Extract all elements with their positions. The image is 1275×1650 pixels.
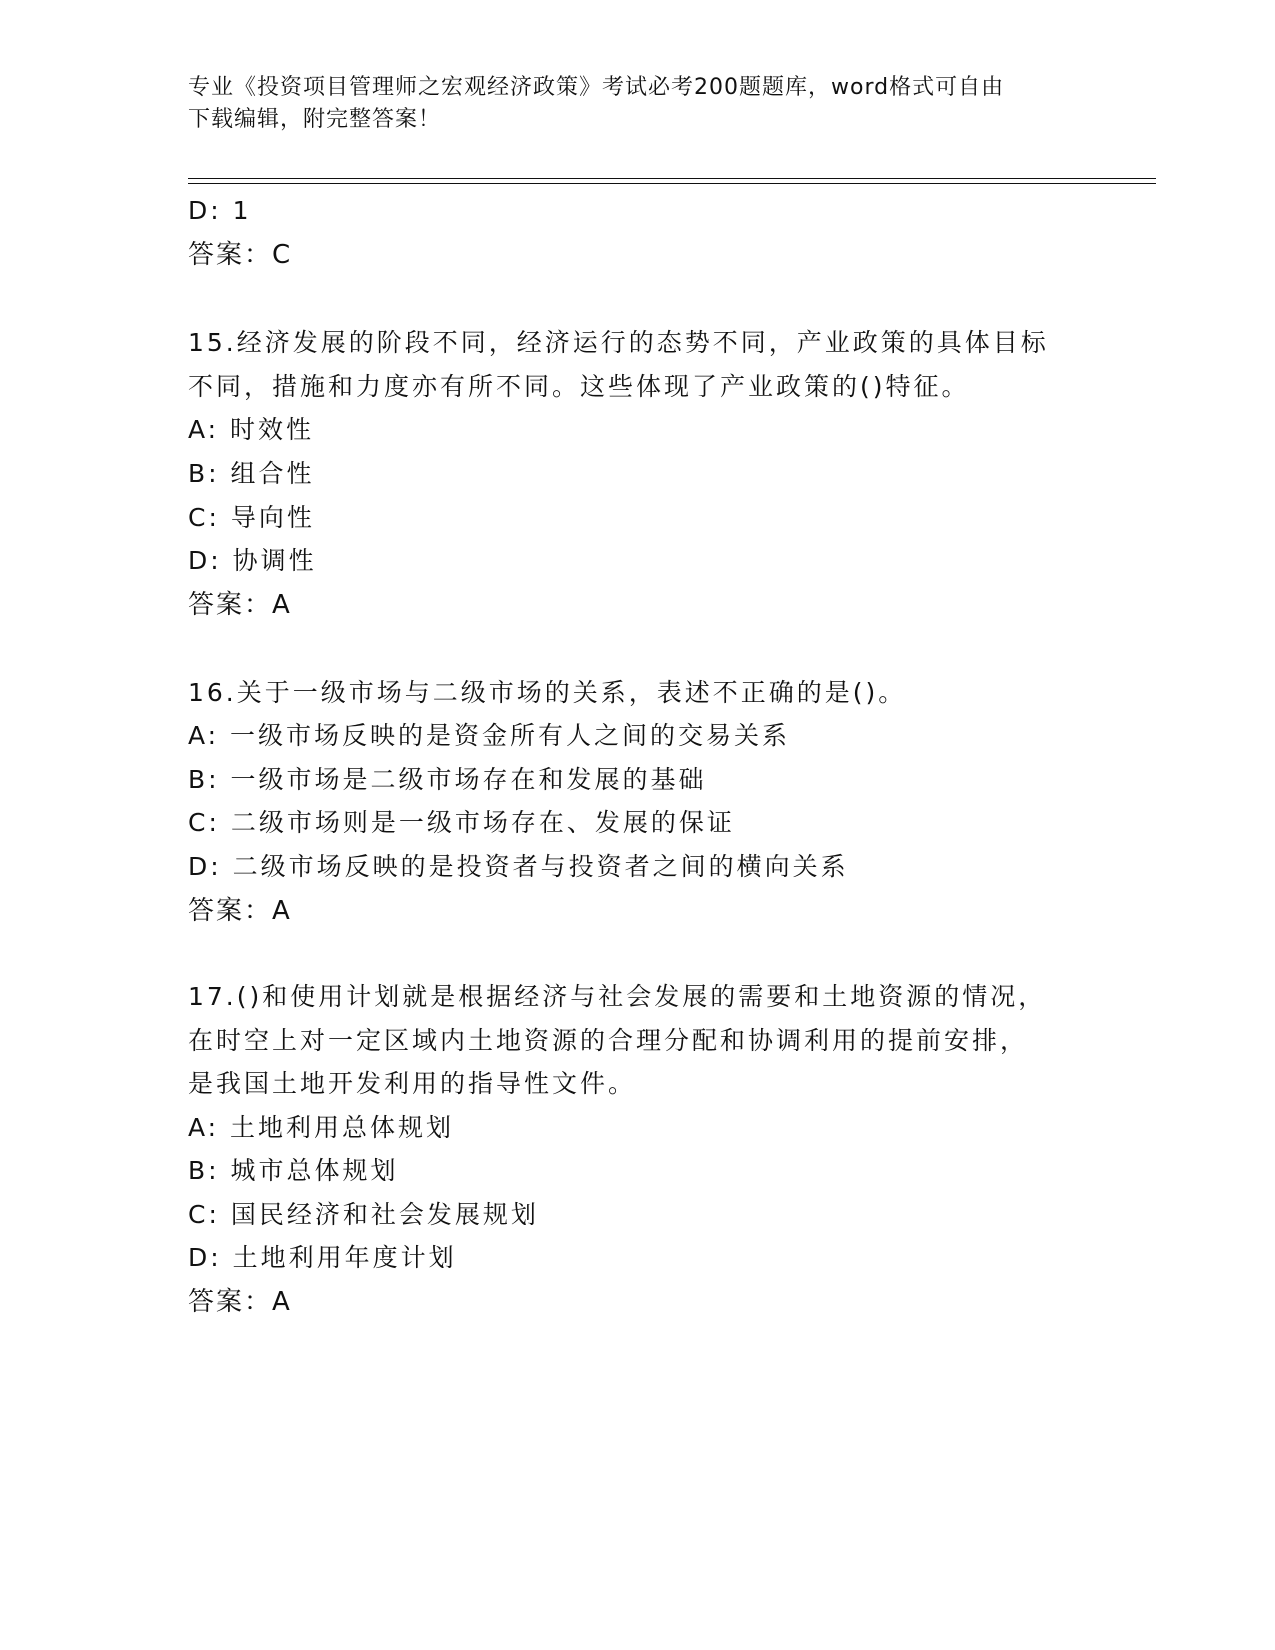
q16-option-c: C: 二级市场则是一级市场存在、发展的保证 bbox=[188, 808, 735, 837]
q15-option-d: D: 协调性 bbox=[188, 546, 317, 575]
q14-answer: 答案：C bbox=[188, 240, 293, 270]
q15-option-a: A: 时效性 bbox=[188, 415, 315, 444]
q16-option-b: B: 一级市场是二级市场存在和发展的基础 bbox=[188, 765, 707, 794]
q14-option-d: D: 1 bbox=[188, 196, 252, 225]
q15-answer: 答案：A bbox=[188, 590, 292, 620]
q17-option-c: C: 国民经济和社会发展规划 bbox=[188, 1200, 539, 1229]
q17-stem-line-2: 在时空上对一定区域内土地资源的合理分配和协调利用的提前安排， bbox=[188, 1026, 1029, 1055]
q17-stem-line-1: 17.()和使用计划就是根据经济与社会发展的需要和土地资源的情况， bbox=[188, 982, 1047, 1011]
q16-option-d: D: 二级市场反映的是投资者与投资者之间的横向关系 bbox=[188, 852, 849, 881]
header-line-2: 下载编辑，附完整答案！ bbox=[188, 107, 442, 132]
page-header bbox=[188, 72, 1088, 136]
header-divider-top bbox=[188, 178, 1156, 179]
q16-answer: 答案：A bbox=[188, 896, 292, 926]
q16-stem-line-1: 16.关于一级市场与二级市场的关系，表述不正确的是()。 bbox=[188, 678, 907, 707]
q15-stem-line-1: 15.经济发展的阶段不同，经济运行的态势不同，产业政策的具体目标 bbox=[188, 328, 1049, 357]
header-divider-bottom bbox=[188, 183, 1156, 184]
q17-option-b: B: 城市总体规划 bbox=[188, 1156, 399, 1185]
q15-option-c: C: 导向性 bbox=[188, 503, 315, 532]
q15-option-b: B: 组合性 bbox=[188, 459, 315, 488]
header-line-1: 专业《投资项目管理师之宏观经济政策》考试必考200题题库，word格式可自由 bbox=[188, 75, 1005, 100]
q17-answer: 答案：A bbox=[188, 1287, 292, 1317]
q15-stem-line-2: 不同，措施和力度亦有所不同。这些体现了产业政策的()特征。 bbox=[188, 372, 970, 401]
q17-stem-line-3: 是我国土地开发利用的指导性文件。 bbox=[188, 1069, 637, 1098]
q17-option-d: D: 土地利用年度计划 bbox=[188, 1243, 457, 1272]
q17-option-a: A: 土地利用总体规划 bbox=[188, 1113, 455, 1142]
q16-option-a: A: 一级市场反映的是资金所有人之间的交易关系 bbox=[188, 721, 791, 750]
